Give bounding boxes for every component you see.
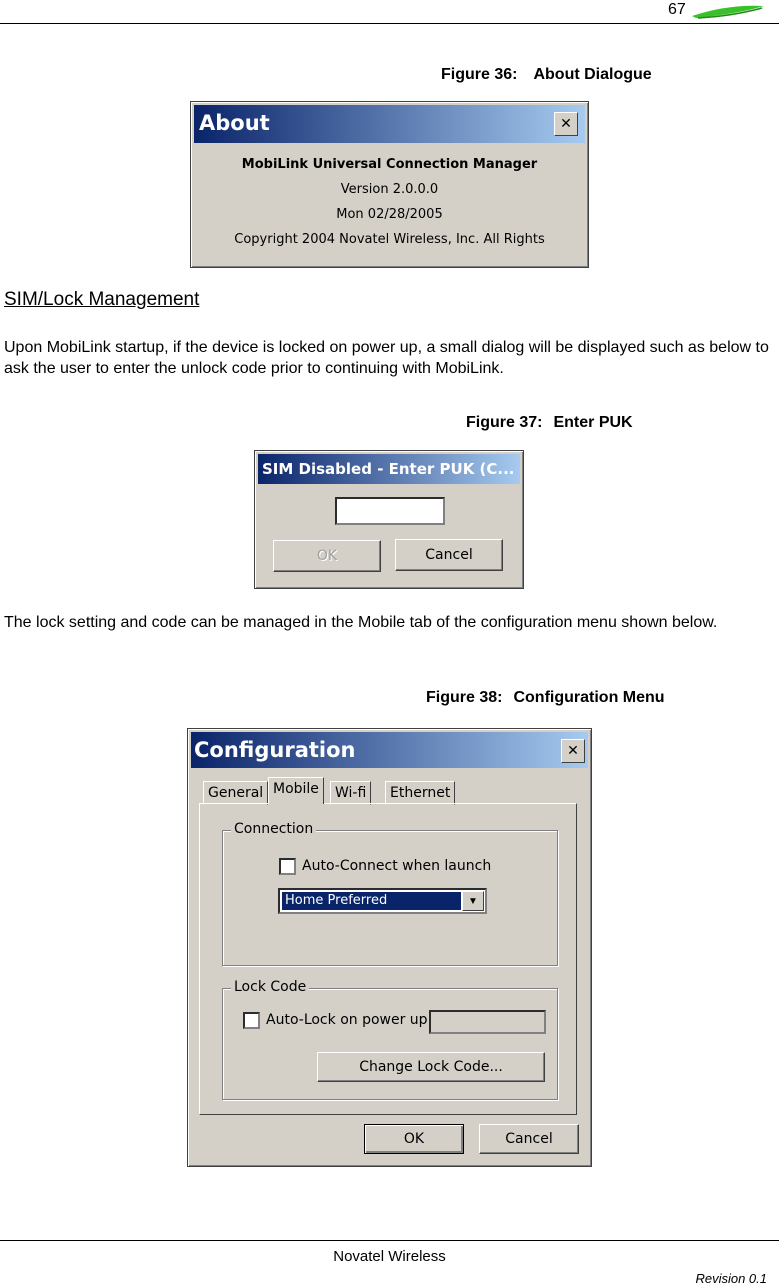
connection-group-label: Connection [231,821,316,837]
cancel-button[interactable]: Cancel [479,1124,579,1154]
tab-general[interactable]: General [203,781,268,805]
close-icon[interactable]: ✕ [561,739,585,763]
network-mode-select[interactable] [278,888,487,914]
connection-group [222,821,558,966]
mobile-tab-panel [199,803,577,1115]
lock-code-group-label: Lock Code [231,979,309,995]
footer-rule [0,1240,779,1241]
about-product-name: MobiLink Universal Connection Manager [241,157,538,172]
header-rule [0,23,779,24]
auto-connect-label: Auto-Connect when launch [302,858,492,874]
auto-lock-checkbox[interactable] [243,1012,260,1029]
network-mode-value: Home Preferred [282,892,461,910]
about-copyright: Copyright 2004 Novatel Wireless, Inc. All Rights [234,232,545,247]
config-titlebar [191,732,588,768]
puk-title: SIM Disabled - Enter PUK (C... [262,460,515,478]
cancel-button[interactable]: Cancel [395,539,503,571]
tab-wifi[interactable]: Wi-fi [330,781,371,805]
logo-swoosh-icon [688,0,768,22]
tab-mobile[interactable]: Mobile [268,777,324,804]
about-version: Version 2.0.0.0 [340,182,439,197]
footer-revision: Revision 0.1 [695,1271,767,1286]
auto-connect-checkbox[interactable] [279,858,296,875]
about-date: Mon 02/28/2005 [336,207,443,222]
about-title: About [199,111,270,135]
footer-company: Novatel Wireless [333,1248,446,1265]
section-heading: SIM/Lock Management [4,289,200,310]
auto-lock-label: Auto-Lock on power up [266,1012,428,1028]
ok-button[interactable]: OK [273,540,381,572]
about-titlebar [194,105,585,143]
paragraph-startup: Upon MobiLink startup, if the device is locked on power up, a small dialog will be displayed such as below to ask the user to enter the unlock code prior to continuing with MobiLink. [4,339,769,377]
puk-input[interactable] [335,497,445,525]
lock-code-input[interactable] [429,1010,546,1034]
page-number: 67 [668,1,686,18]
chevron-down-icon[interactable]: ▼ [462,891,484,911]
figure-38-caption: Figure 38: Configuration Menu [426,689,665,706]
figure-37-caption: Figure 37: Enter PUK [466,414,633,431]
figure-36-caption: Figure 36: About Dialogue [441,66,652,83]
change-lock-code-button[interactable]: Change Lock Code... [317,1052,545,1082]
ok-button[interactable]: OK [364,1124,464,1154]
about-dialog [190,101,589,268]
configuration-dialog [187,728,592,1167]
puk-titlebar [258,454,520,484]
close-icon[interactable]: ✕ [554,112,578,136]
tab-ethernet[interactable]: Ethernet [385,781,455,805]
config-title: Configuration [194,738,356,762]
lock-code-group [222,979,558,1100]
paragraph-lock-settings: The lock setting and code can be managed in the Mobile tab of the configuration menu shown below. [4,614,718,631]
puk-dialog [254,450,524,589]
